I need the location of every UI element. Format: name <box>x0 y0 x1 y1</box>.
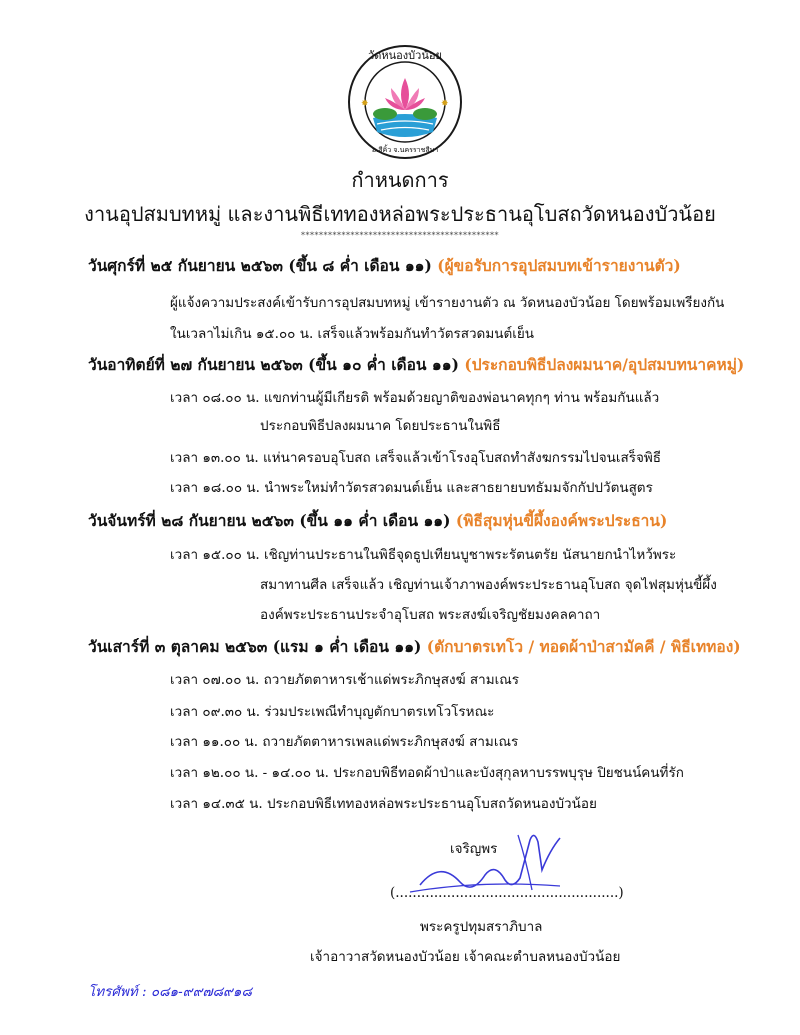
schedule-line: เวลา ๐๙.๓๐ น. ร่วมประเพณีทำบุญตักบาตรเทโวโรหณะ <box>170 704 495 720</box>
svg-text:✸: ✸ <box>441 99 449 109</box>
day-heading <box>88 508 667 533</box>
schedule-line: เวลา ๑๘.๐๐ น. นำพระใหม่ทำวัตรสวดมนต์เย็น และสาธยายบทธัมมจักกัปปวัตนสูตร <box>170 480 653 496</box>
signature-greeting: เจริญพร <box>450 841 498 857</box>
schedule-line: เวลา ๑๓.๐๐ น. แห่นาครอบอุโบสถ เสร็จแล้วเข้าโรงอุโบสถทำสังฆกรรมไปจนเสร็จพิธี <box>170 450 661 466</box>
day-heading <box>88 352 744 377</box>
signer-position: เจ้าอาวาสวัดหนองบัวน้อย เจ้าคณะตำบลหนองบัวน้อย <box>310 949 621 965</box>
document-title: กำหนดการ <box>351 168 449 192</box>
temple-seal-logo <box>345 40 465 165</box>
schedule-line: เวลา ๐๘.๐๐ น. แขกท่านผู้มีเกียรติ พร้อมด้วยญาติของพ่อนาคทุกๆ ท่าน พร้อมกันแล้ว <box>170 390 660 406</box>
schedule-line: เวลา ๑๕.๐๐ น. เชิญท่านประธานในพิธีจุดธูปเทียนบูชาพระรัตนตรัย นัสนายกนำไหว้พระ <box>170 547 677 563</box>
separator: ******************************************** <box>301 231 499 240</box>
schedule-line: เวลา ๑๔.๓๕ น. ประกอบพิธีเททองหล่อพระประธานอุโบสถวัดหนองบัวน้อย <box>170 796 597 812</box>
signature-line: (....................................................) <box>390 885 624 901</box>
schedule-line: เวลา ๐๗.๐๐ น. ถวายภัตตาหารเช้าแด่พระภิกษุสงฆ์ สามเณร <box>170 672 520 688</box>
signer-name: พระครูปทุมสราภิบาล <box>420 919 543 935</box>
day-heading <box>88 634 741 659</box>
schedule-line: ในเวลาไม่เกิน ๑๕.๐๐ น. เสร็จแล้วพร้อมกันทำวัตรสวดมนต์เย็น <box>170 326 534 342</box>
day-date: วันเสาร์ที่ ๓ ตุลาคม ๒๕๖๓ (แรม ๑ ค่ำ เดือน ๑๑) <box>88 637 422 656</box>
day-note: (ผู้ขอรับการอุปสมบทเข้ารายงานตัว) <box>437 256 681 275</box>
schedule-line: เวลา ๑๑.๐๐ น. ถวายภัตตาหารเพลแด่พระภิกษุสงฆ์ สามเณร <box>170 734 519 750</box>
schedule-line: ผู้แจ้งความประสงค์เข้ารับการอุปสมบทหมู่ เข้ารายงานตัว ณ วัดหนองบัวน้อย โดยพร้อมเพรียงกัน <box>170 295 725 311</box>
day-date: วันอาทิตย์ที่ ๒๗ กันยายน ๒๕๖๓ (ขึ้น ๑๐ ค่ำ เดือน ๑๑) <box>88 355 459 374</box>
day-date: วันจันทร์ที่ ๒๘ กันยายน ๒๕๖๓ (ขึ้น ๑๑ ค่ำ เดือน ๑๑) <box>88 511 451 530</box>
schedule-line: สมาทานศีล เสร็จแล้ว เชิญท่านเจ้าภาพองค์พระประธานอุโบสถ จุดไฟสุมหุ่นขี้ผึ้ง <box>260 577 717 593</box>
day-note: (พิธีสุมหุ่นขี้ผึ้งองค์พระประธาน) <box>455 511 668 530</box>
schedule-line: องค์พระประธานประจำอุโบสถ พระสงฆ์เจริญชัยมงคลคาถา <box>260 607 601 623</box>
svg-text:อ.สีคิ้ว จ.นครราชสีมา: อ.สีคิ้ว จ.นครราชสีมา <box>371 146 439 154</box>
svg-text:วัดหนองบัวน้อย: วัดหนองบัวน้อย <box>368 49 442 62</box>
day-note: (ตักบาตรเทโว / ทอดผ้าป่าสามัคคี / พิธีเททอง) <box>426 637 741 656</box>
day-heading <box>88 253 681 278</box>
day-note: (ประกอบพิธีปลงผมนาค/อุปสมบทนาคหมู่) <box>464 355 745 374</box>
schedule-line: เวลา ๑๒.๐๐ น. - ๑๔.๐๐ น. ประกอบพิธีทอดผ้าป่าและบังสุกุลหาบรรพบุรุษ ปิยชนน์คนที่รัก <box>170 765 684 781</box>
day-date: วันศุกร์ที่ ๒๕ กันยายน ๒๕๖๓ (ขึ้น ๘ ค่ำ เดือน ๑๑) <box>88 256 432 275</box>
phone-number: โทรศัพท์ : ๐๘๑-๙๙๗๘๙๑๘ <box>88 984 252 1000</box>
svg-text:✸: ✸ <box>361 99 369 109</box>
document-subtitle: งานอุปสมบทหมู่ และงานพิธีเททองหล่อพระประธานอุโบสถวัดหนองบัวน้อย <box>84 202 716 226</box>
schedule-line: ประกอบพิธีปลงผมนาค โดยประธานในพิธี <box>260 418 501 434</box>
